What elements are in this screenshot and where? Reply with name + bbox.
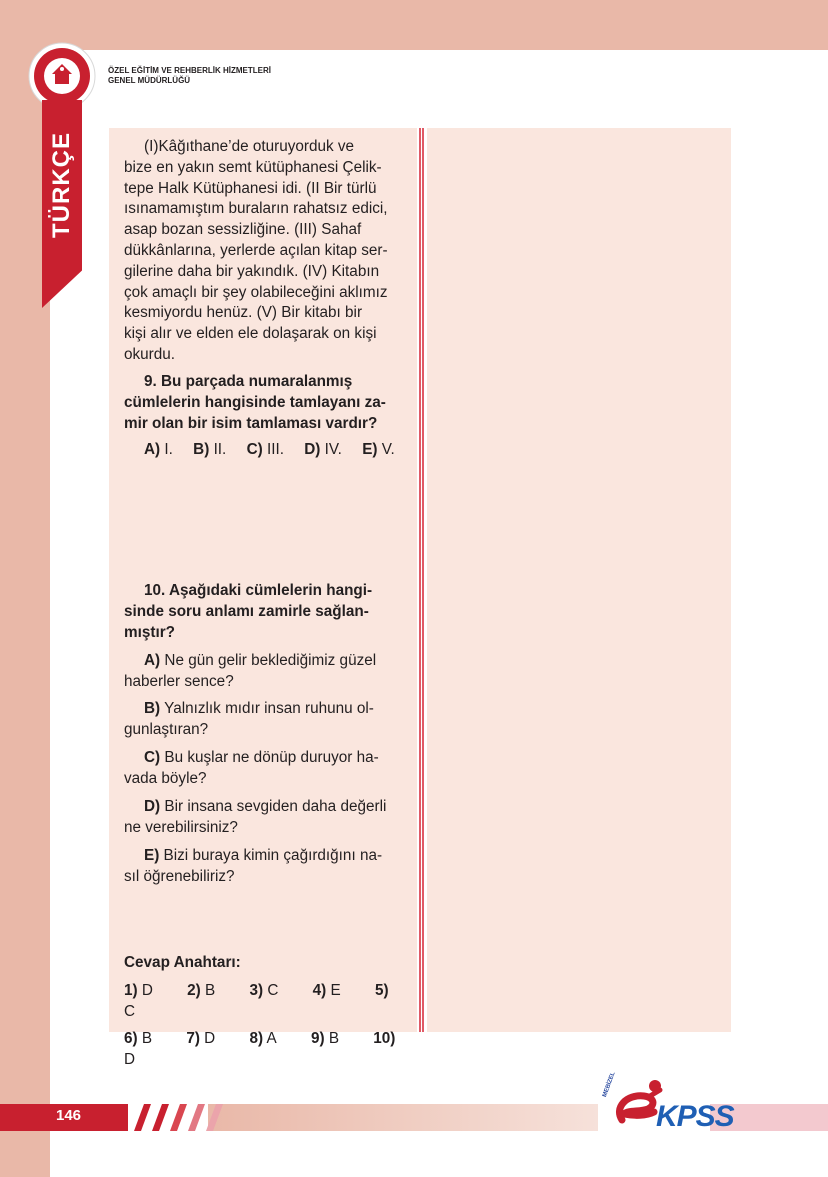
option-e: E) V. [362,441,395,458]
top-band [0,0,828,50]
answer-key-row-1: 1) D 2) B 3) C 4) E 5) C [124,981,389,1020]
question-10-option-e: E) Bizi buraya kimin çağırdığını na- sıl öğrenebiliriz? [124,847,383,885]
column-divider [419,128,424,1032]
organization-name: ÖZEL EĞİTİM VE REHBERLİK HİZMETLERİ GENEL MÜDÜRLÜĞÜ [108,66,271,85]
brand-text: KPSS [656,1100,734,1133]
question-10-option-c: C) Bu kuşlar ne dönüp duruyor ha- vada böyle? [124,749,379,787]
subject-label: TÜRKÇE [48,132,75,238]
question-10-option-b: B) Yalnızlık mıdır insan ruhunu ol- gunlaştıran? [124,700,374,738]
option-d: D) IV. [304,441,342,458]
option-b: B) II. [193,441,227,458]
option-c: C) III. [246,441,284,458]
answer-key-title: Cevap Anahtarı: [124,954,241,971]
question-10-option-d: D) Bir insana sevgiden daha değerli ne verebilirsiniz? [124,798,387,836]
question-10-stem: 10. Aşağıdaki cümlelerin hangi- sinde soru anlamı zamirle sağlan- mıştır? [124,582,373,641]
answer-key-row-2: 6) B 7) D 8) A 9) B 10) D [124,1030,396,1069]
question-9-options [144,440,431,461]
question-10-option-a: A) Ne gün gelir beklediğimiz güzel haberler sence? [124,652,377,690]
ekpss-logo: MEBİZEL KPSS [600,1078,735,1138]
option-a: A) I. [144,441,173,458]
question-9-stem: 9. Bu parçada numaralanmış cümlelerin hangisinde tamlayanı za- mir olan bir isim tamlaması vardır? [124,373,386,432]
answer-key [124,953,411,1071]
right-column [427,128,731,1032]
ministry-seal-logo [28,42,96,110]
page-number: 146 [56,1107,82,1124]
passage: (I)Kâğıthane’de oturuyorduk ve bize en yakın semt kütüphanesi Çelik- tepe Halk Kütüphanesi idi. (II Bir türlü ısınamamıştım buraların rahatsız edici, asap bozan sessizliğine. (III) Sahaf dükkânlarına, yerlerde açılan kitap ser- gilerine daha bir yakındık. (IV) Kitabın çok amaçlı bir şey olabileceğini aklımız kesmiyordu henüz. (V) Bir kitabı bir kişi alır ve elden ele dolaşarak on kişi okurdu. [124,138,388,363]
footer-stripes [128,1104,598,1131]
